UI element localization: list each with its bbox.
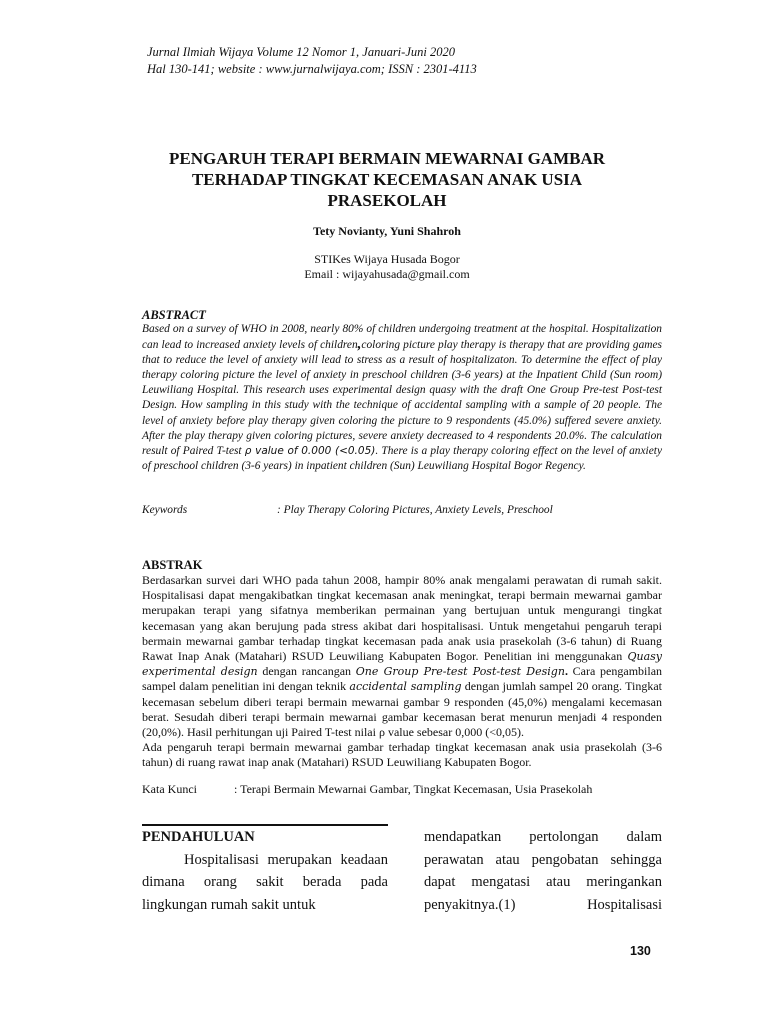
abstract-comma: , (357, 336, 362, 353)
title-line-3: PRASEKOLAH (327, 191, 447, 210)
abstract-keywords (142, 504, 553, 516)
abstrak-heading: ABSTRAK (142, 558, 203, 572)
intro-left-column (142, 826, 388, 916)
abstract-body (142, 322, 662, 474)
intro-right-column (424, 826, 662, 916)
abstrak-design-2: One Group Pre-test Post-test Design (355, 665, 565, 679)
abstrak-keywords (142, 782, 593, 797)
institution: STIKes Wijaya Husada Bogor (314, 252, 460, 266)
keywords-text: : Play Therapy Coloring Pictures, Anxiety Levels, Preschool (277, 504, 553, 516)
intro-right-line: mendapatkan pertolongan dalam (424, 829, 662, 845)
intro-right-line: perawatan atau pengobatan sehingga (424, 851, 662, 868)
intro-paragraph: Hospitalisasi merupakan keadaan dimana orang sakit berada pada lingkungan rumah sakit untuk (142, 851, 388, 913)
abstrak-dot: . (564, 664, 568, 679)
intro-right-line: penyakitnya.(1) Hospitalisasi (424, 896, 662, 913)
intro-right-line: dapat mengatasi atau meringankan (424, 874, 662, 890)
abstrak-text-3: Cara pengambilan sampel dalam penelitian ini dengan teknik (142, 664, 663, 694)
journal-pages-line: Hal 130-141; website : www.jurnalwijaya.com; ISSN : 2301-4113 (147, 62, 477, 76)
abstrak-text-1: Berdasarkan survei dari WHO pada tahun 2008, hampir 80% anak mengalami perawatan di rumah sakit. Hospitalisasi dapat mengakibatkan tingkat kecemasan anak meningkat, terapi bermain mewarnai gambar merupakan terapi yang sifatnya memberikan permainan yang bertujuan untuk mengurangi tingkat kecemasan yang akan berujung pada stress akibat dari hospitalisasi. Untuk mengetahui pengaruh terapi bermain mewarnai gambar terhadap tingkat kecemasan pada anak usia prasekolah (3-6 tahun) di Ruang Rawat Inap Anak (Matahari) RSUD Leuwiliang Kabupaten Bogor. Penelitian ini menggunakan (142, 573, 662, 664)
kata-kunci-text: : Terapi Bermain Mewarnai Gambar, Tingkat Kecemasan, Usia Prasekolah (234, 782, 593, 796)
email: Email : wijayahusada@gmail.com (304, 266, 470, 281)
abstract-text-2: coloring picture play therapy is therapy that are providing games that to reduce the level of anxiety will lead to stress as a result of hospitalizaton. To determine the effect of play therapy coloring picture the level of anxiety in preschool children (3-6 years) at the Inpatient Child (Sun room) Leuwiliang Hospital. This research uses experimental design quasy with the draft One Group Pre-test Post-test Design. How sampling in this study with the technique of accidental sampling with a sample of 20 people. The level of anxiety before play therapy given coloring the picture to 9 respondents (45.0%) suffered severe anxiety. After the play therapy given coloring pictures, severe anxiety decreased to 4 respondents 20.0%. The calculation result of Paired T-test (142, 339, 662, 457)
kata-kunci-label: Kata Kunci (142, 782, 197, 796)
abstract-pvalue: ρ value of 0.000 (<0.05) (244, 444, 376, 457)
abstrak-body (142, 573, 662, 771)
abstrak-design: Quasy experimental design (142, 650, 662, 679)
title-line-1: PENGARUH TERAPI BERMAIN MEWARNAI GAMBAR (168, 149, 606, 168)
authors: Tety Novianty, Yuni Shahroh (313, 224, 461, 238)
paper-title (140, 148, 634, 211)
abstrak-text-4: dengan jumlah sampel 20 orang. Tingkat kecemasan sebelum diberi terapi bermain mewarnai gambar 9 responden (45,0%) mengalami kecemasan berat. Sesudah diberi terapi bermain mewarnai gambar kecemasan berat menurun menjadi 4 responden (20,0%). Hasil perhitungan uji Paired T-test nilai ρ value sebesar 0,000 (<0,05). (142, 679, 662, 740)
abstract-text-1: Based on a survey of WHO in 2008, nearly 80% of children undergoing treatment at the hospital. Hospitalization can lead to increased anxiety levels of children (142, 323, 662, 352)
keywords-label: Keywords (142, 504, 188, 516)
abstrak-text-2: dengan rancangan (262, 664, 352, 679)
page-number: 130 (630, 944, 651, 958)
abstract-heading: ABSTRACT (142, 308, 206, 322)
affiliation (140, 252, 634, 281)
abstrak-technique: accidental sampling (349, 680, 462, 694)
journal-header (147, 44, 477, 78)
intro-heading: PENDAHULUAN (142, 829, 255, 845)
journal-info-line: Jurnal Ilmiah Wijaya Volume 12 Nomor 1, Januari-Juni 2020 (147, 45, 455, 59)
abstract-text-3: . There is a play therapy coloring effect on the level of anxiety of preschool children (3-6 years) in inpatient children (Sun) Leuwiliang Hospital Bogor Regency. (142, 444, 662, 472)
title-line-2: TERHADAP TINGKAT KECEMASAN ANAK USIA (191, 170, 583, 189)
abstrak-text-5: Ada pengaruh terapi bermain mewarnai gambar terhadap tingkat kecemasan anak usia prasekolah (3-6 tahun) di ruang rawat inap anak (Matahari) RSUD Leuwiliang Kabupaten Bogor. (142, 740, 662, 770)
